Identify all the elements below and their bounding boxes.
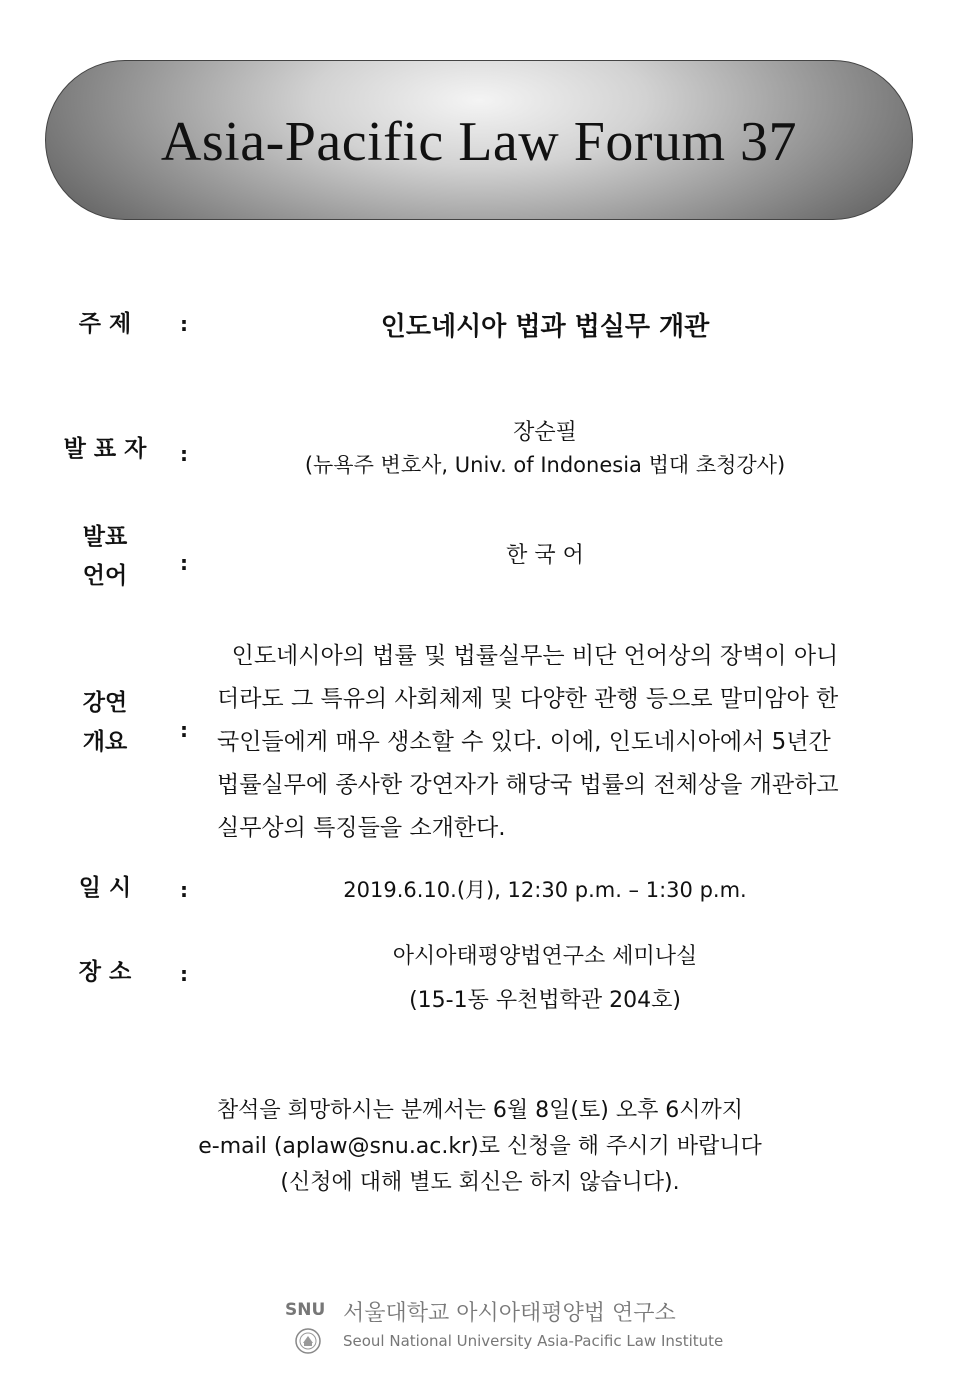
abstract-line: 더라도 그 특유의 사회체제 및 다양한 관행 등으로 말미암아 한 bbox=[217, 686, 839, 712]
abstract-line: 법률실무에 종사한 강연자가 해당국 법률의 전체상을 개관하고 bbox=[217, 772, 839, 798]
language-colon: : bbox=[180, 551, 188, 575]
notice-line: e-mail (aplaw@snu.ac.kr)로 신청을 해 주시기 바랍니다 bbox=[198, 1134, 762, 1159]
abstract-line: 인도네시아의 법률 및 법률실무는 비단 언어상의 장벽이 아니 bbox=[217, 643, 839, 669]
topic-label: 주 제 bbox=[78, 311, 132, 337]
abstract-colon: : bbox=[180, 718, 188, 742]
abstract-label-line1: 강연 bbox=[82, 690, 128, 716]
speaker-name: 장순필 bbox=[513, 420, 577, 445]
abstract-line: 국인들에게 매우 생소할 수 있다. 이에, 인도네시아에서 5년간 bbox=[217, 729, 831, 755]
registration-notice bbox=[0, 1093, 960, 1201]
speaker-colon: : bbox=[180, 442, 188, 466]
venue-line1: 아시아태평양법연구소 세미나실 bbox=[392, 944, 698, 969]
datetime-colon: : bbox=[180, 878, 188, 902]
language-label-line2: 언어 bbox=[82, 563, 128, 589]
institute-name-korean: 서울대학교 아시아태평양법 연구소 bbox=[343, 1301, 676, 1326]
abstract-line: 실무상의 특징들을 소개한다. bbox=[217, 815, 506, 841]
venue-line2: (15-1동 우천법학관 204호) bbox=[409, 988, 681, 1013]
venue-label: 장 소 bbox=[78, 959, 132, 985]
snu-wordmark: SNU bbox=[285, 1300, 326, 1320]
topic-colon: : bbox=[180, 312, 188, 336]
institute-footer bbox=[285, 1298, 725, 1358]
speaker-label: 발 표 자 bbox=[63, 436, 147, 462]
language-value: 한 국 어 bbox=[506, 543, 584, 568]
language-label-line1: 발표 bbox=[82, 524, 128, 550]
notice-line: (신청에 대해 별도 회신은 하지 않습니다). bbox=[280, 1170, 680, 1195]
topic-value: 인도네시아 법과 법실무 개관 bbox=[380, 312, 710, 342]
speaker-detail: (뉴욕주 변호사, Univ. of Indonesia 법대 초청강사) bbox=[304, 453, 786, 477]
institute-name-english: Seoul National University Asia-Pacific Law Institute bbox=[343, 1332, 724, 1350]
abstract-text bbox=[217, 635, 877, 850]
datetime-label: 일 시 bbox=[78, 875, 132, 901]
venue-colon: : bbox=[180, 962, 188, 986]
forum-title: Asia-Pacific Law Forum 37 bbox=[160, 111, 798, 173]
notice-line: 참석을 희망하시는 분께서는 6월 8일(토) 오후 6시까지 bbox=[216, 1098, 744, 1123]
snu-emblem-icon bbox=[295, 1328, 321, 1354]
title-banner bbox=[45, 60, 913, 220]
datetime-value: 2019.6.10.(月), 12:30 p.m. – 1:30 p.m. bbox=[343, 878, 747, 902]
abstract-label-line2: 개요 bbox=[82, 729, 128, 755]
